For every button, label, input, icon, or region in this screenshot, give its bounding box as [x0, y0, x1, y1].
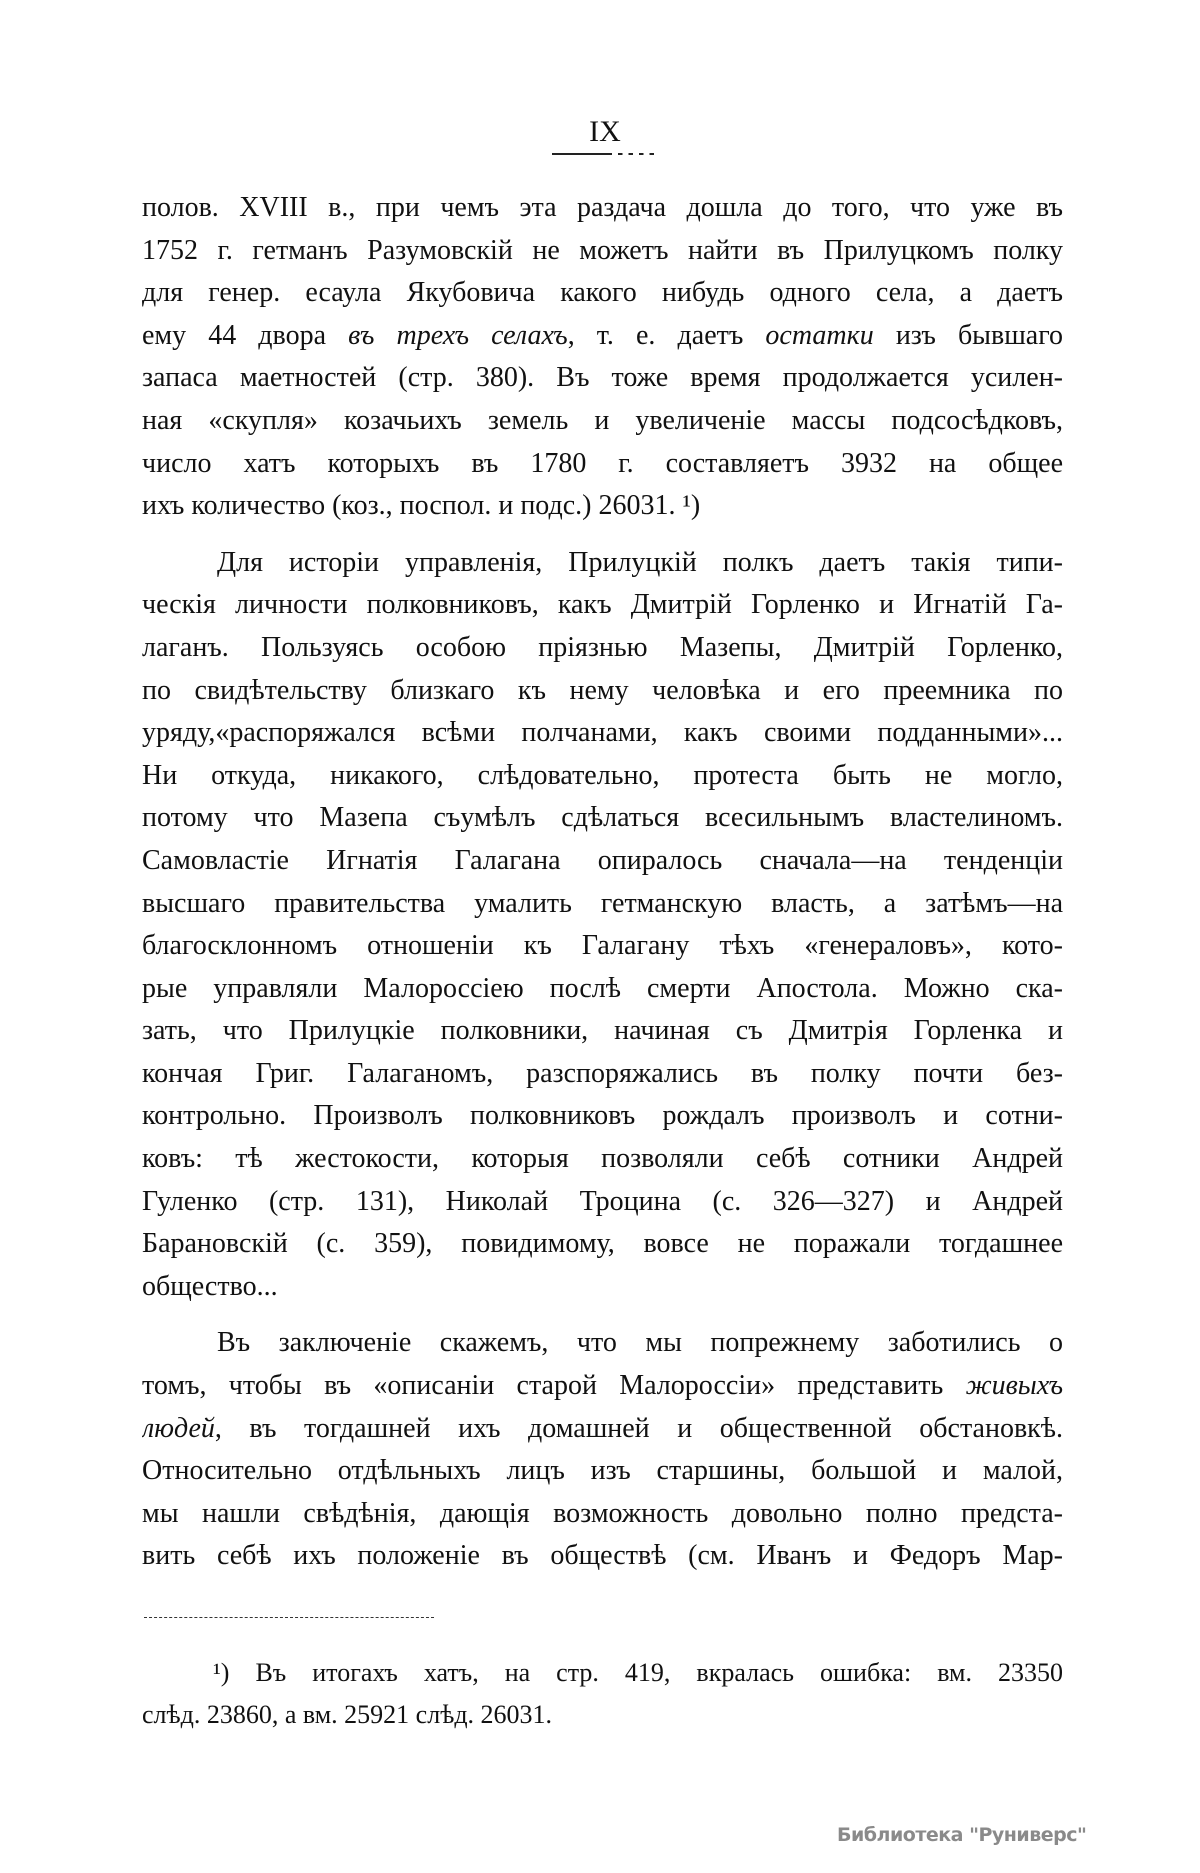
text-line — [142, 1493, 1063, 1536]
footnote-separator — [144, 1617, 434, 1618]
text-run: высшаго правительства умалить гетманскую власть, а затѣмъ—на — [142, 887, 1063, 919]
text-run: ¹) Въ итогахъ хатъ, на стр. 419, вкралась ошибка: вм. 23350 — [213, 1658, 1063, 1687]
text-run: зать, что Прилуцкіе полковники, начиная съ Дмитрія Горленка и — [142, 1015, 1063, 1047]
paragraph-1 — [142, 187, 1063, 528]
text-line — [142, 584, 1063, 627]
text-line — [142, 627, 1063, 670]
text-run: Барановскій (с. 359), повидимому, вовсе не поражали тогдашнее — [142, 1228, 1063, 1260]
text-run: число хатъ которыхъ въ 1780 г. составляетъ 3932 на общее — [142, 447, 1063, 479]
text-run: общество... — [142, 1270, 278, 1302]
text-run: Относительно отдѣльныхъ лицъ изъ старшины, большой и малой, — [142, 1455, 1063, 1487]
italic-text: въ трехъ селахъ — [348, 319, 568, 351]
text-run: лаганъ. Пользуясь особою пріязнью Мазепы, Дмитрій Горленко, — [142, 631, 1063, 663]
text-line — [142, 443, 1063, 486]
text-run: слѣд. 23860, а вм. 25921 слѣд. 26031. — [142, 1700, 553, 1729]
text-line — [142, 1138, 1063, 1181]
text-run: 1752 г. гетманъ Разумовскій не можетъ найти въ Прилуцкомъ полку — [142, 234, 1063, 266]
text-line — [142, 1322, 1063, 1365]
text-line — [142, 1450, 1063, 1493]
text-line — [142, 357, 1063, 400]
text-run: потому что Мазепа съумѣлъ сдѣлаться всесильнымъ властелиномъ. — [142, 802, 1063, 834]
text-line — [142, 1223, 1063, 1266]
text-line — [142, 1053, 1063, 1096]
text-run: Ни откуда, никакого, слѣдовательно, протеста быть не могло, — [142, 759, 1063, 791]
text-line — [142, 840, 1063, 883]
paragraph-3 — [142, 1322, 1063, 1578]
text-run: томъ, чтобы въ «описаніи старой Малороссіи» представить — [142, 1370, 966, 1402]
text-line — [142, 1535, 1063, 1578]
text-line — [142, 670, 1063, 713]
text-run: запаса маетностей (стр. 380). Въ тоже время продолжается усилен- — [142, 362, 1063, 394]
page-number: IX — [589, 115, 621, 148]
text-line — [142, 1652, 1063, 1694]
main-text — [142, 187, 1063, 1578]
text-line — [142, 187, 1063, 230]
footnote — [142, 1652, 1063, 1736]
text-line — [142, 925, 1063, 968]
text-run: изъ бывшаго — [873, 319, 1063, 351]
text-run: полов. XVIII в., при чемъ эта раздача дошла до того, что уже въ — [142, 192, 1063, 223]
italic-text: людей — [142, 1412, 215, 1444]
text-line — [142, 485, 1063, 528]
text-run: для генер. есаула Якубовича какого нибудь одного села, а даетъ — [142, 277, 1063, 309]
text-run: ковъ: тѣ жестокости, которыя позволяли себѣ сотники Андрей — [142, 1143, 1063, 1175]
text-run: контрольно. Произволъ полковниковъ рождалъ произволъ и сотни- — [142, 1100, 1063, 1132]
paragraph-2 — [142, 542, 1063, 1309]
text-line — [142, 1095, 1063, 1138]
text-run: ная «скупля» козачьихъ земель и увеличеніе массы подсосѣдковъ, — [142, 404, 1063, 436]
text-line — [142, 797, 1063, 840]
text-run: Въ заключеніе скажемъ, что мы попрежнему заботились о — [217, 1327, 1063, 1359]
text-run: Гуленко (стр. 131), Николай Троцина (с. 326—327) и Андрей — [142, 1185, 1063, 1217]
text-line — [142, 1408, 1063, 1451]
text-line — [142, 400, 1063, 443]
text-line — [142, 1694, 1063, 1736]
text-run: , т. е. даетъ — [567, 319, 766, 351]
library-watermark: Библиотека "Руниверс" — [837, 1824, 1087, 1846]
text-run: вить себѣ ихъ положеніе въ обществѣ (см. Иванъ и Федоръ Мар- — [142, 1540, 1063, 1572]
text-line — [142, 755, 1063, 798]
text-line — [142, 1181, 1063, 1224]
text-line — [142, 272, 1063, 315]
text-run: Самовластіе Игнатія Галагана опиралось сначала—на тенденціи — [142, 844, 1063, 876]
text-line — [142, 1010, 1063, 1053]
text-run: кончая Григ. Галаганомъ, разспоряжались въ полку почти без- — [142, 1057, 1063, 1089]
text-line — [142, 542, 1063, 585]
italic-text: остатки — [765, 319, 874, 351]
text-line — [142, 315, 1063, 358]
page-number-rule — [552, 153, 660, 155]
text-run: рые управляли Малороссіею послѣ смерти Апостола. Можно ска- — [142, 972, 1063, 1004]
text-run: ему 44 двора — [142, 319, 349, 351]
text-run: ческія личности полковниковъ, какъ Дмитрій Горленко и Игнатій Га- — [142, 589, 1063, 621]
text-run: благосклонномъ отношеніи къ Галагану тѣхъ «генераловъ», кото- — [142, 930, 1063, 962]
text-run: , въ тогдашней ихъ домашней и общественной обстановкѣ. — [214, 1412, 1063, 1444]
text-run: Для исторіи управленія, Прилуцкій полкъ даетъ такія типи- — [217, 546, 1063, 578]
text-line — [142, 230, 1063, 273]
text-run: мы нашли свѣдѣнія, дающія возможность довольно полно предста- — [142, 1497, 1063, 1529]
text-run: уряду,«распоряжался всѣми полчанами, какъ своими подданными»... — [142, 717, 1063, 749]
text-line — [142, 1365, 1063, 1408]
text-run: ихъ количество (коз., поспол. и подс.) 26031. ¹) — [142, 490, 701, 522]
text-line — [142, 968, 1063, 1011]
text-line — [142, 1266, 1063, 1309]
italic-text: живыхъ — [965, 1370, 1063, 1402]
text-line — [142, 883, 1063, 926]
text-line — [142, 712, 1063, 755]
text-run: по свидѣтельству близкаго къ нему человѣка и его преемника по — [142, 674, 1063, 706]
